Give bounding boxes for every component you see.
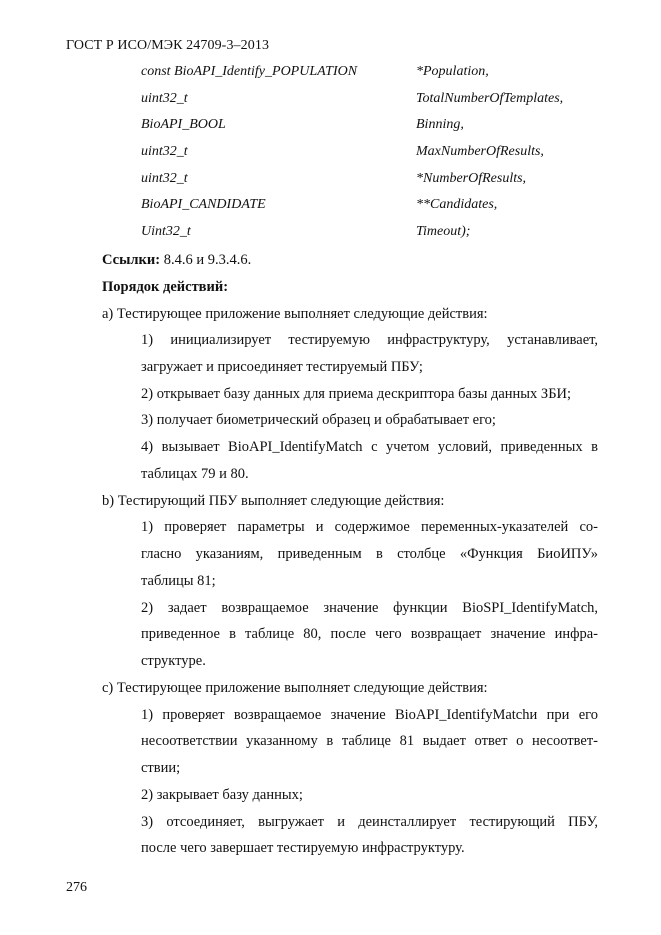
step-b2-line: структуре. [141,653,206,669]
param-name: Binning, [416,117,464,133]
step-b2-line: приведенное в таблице 80, после чего возвращает значение инфра- [141,626,598,642]
signature-row [0,113,661,140]
step-c3-line: после чего завершает тестируемую инфраструктуру. [141,840,465,856]
step-c1-line: 1) проверяет возвращаемое значение BioAPI_IdentifyMatchи при его [141,707,598,723]
param-name: *Population, [416,64,489,79]
param-type: uint32_t [141,144,188,160]
page-number: 276 [66,880,87,895]
step-b1-line: 1) проверяет параметры и содержимое переменных-указателей со- [141,519,598,535]
signature-row [0,60,661,87]
step-a2-line: 2) открывает базу данных для приема дескриптора базы данных ЗБИ; [141,386,572,402]
param-name: Timeout); [416,224,471,240]
step-b-heading: b) Тестирующий ПБУ выполняет следующие действия: [102,493,445,509]
function-signature [0,60,661,247]
param-name: TotalNumberOfTemplates, [416,90,564,106]
step-b1-line: таблицы 81; [141,573,216,589]
param-type: Uint32_t [141,224,191,240]
step-b1-line: гласно указаниям, приведенным в столбце «Функция БиоИПУ» [141,546,598,562]
param-type: uint32_t [141,170,188,186]
step-c1-line: ствии; [141,760,181,776]
step-a4-line: таблицах 79 и 80. [141,466,249,482]
signature-row [0,87,661,114]
step-a3-line: 3) получает биометрический образец и обрабатывает его; [141,412,496,428]
references-label: Ссылки: [102,252,161,268]
step-a1-line: 1) инициализирует тестируемую инфраструктуру, устанавливает, [141,332,598,348]
references-text: 8.4.6 и 9.3.4.6. [160,252,252,268]
param-type: BioAPI_BOOL [141,117,226,133]
step-c3-line: 3) отсоединяет, выгружает и деинсталлирует тестирующий ПБУ, [141,814,598,830]
param-type: const BioAPI_Identify_POPULATION [141,64,358,79]
step-a1-line: загружает и присоединяет тестируемый ПБУ; [141,359,423,375]
step-c2-line: 2) закрывает базу данных; [141,787,303,803]
step-a4-line: 4) вызывает BioAPI_IdentifyMatch с учетом условий, приведенных в [141,439,598,455]
param-name: **Candidates, [416,197,498,213]
signature-row [0,140,661,167]
signature-row [0,193,661,220]
param-type: BioAPI_CANDIDATE [141,197,266,213]
references-line [102,252,251,269]
signature-row [0,220,661,247]
step-c1-line: несоответствии указанному в таблице 81 выдает ответ о несоответ- [141,733,598,749]
step-c-heading: с) Тестирующее приложение выполняет следующие действия: [102,680,488,696]
procedure-heading: Порядок действий: [102,279,229,295]
step-a-heading: а) Тестирующее приложение выполняет следующие действия: [102,306,488,322]
param-name: MaxNumberOfResults, [416,144,544,160]
param-name: *NumberOfResults, [416,170,527,186]
document-header: ГОСТ Р ИСО/МЭК 24709-3–2013 [66,38,270,53]
signature-row [0,167,661,194]
param-type: uint32_t [141,90,188,106]
step-b2-line: 2) задает возвращаемое значение функции BioSPI_IdentifyMatch, [141,600,598,616]
